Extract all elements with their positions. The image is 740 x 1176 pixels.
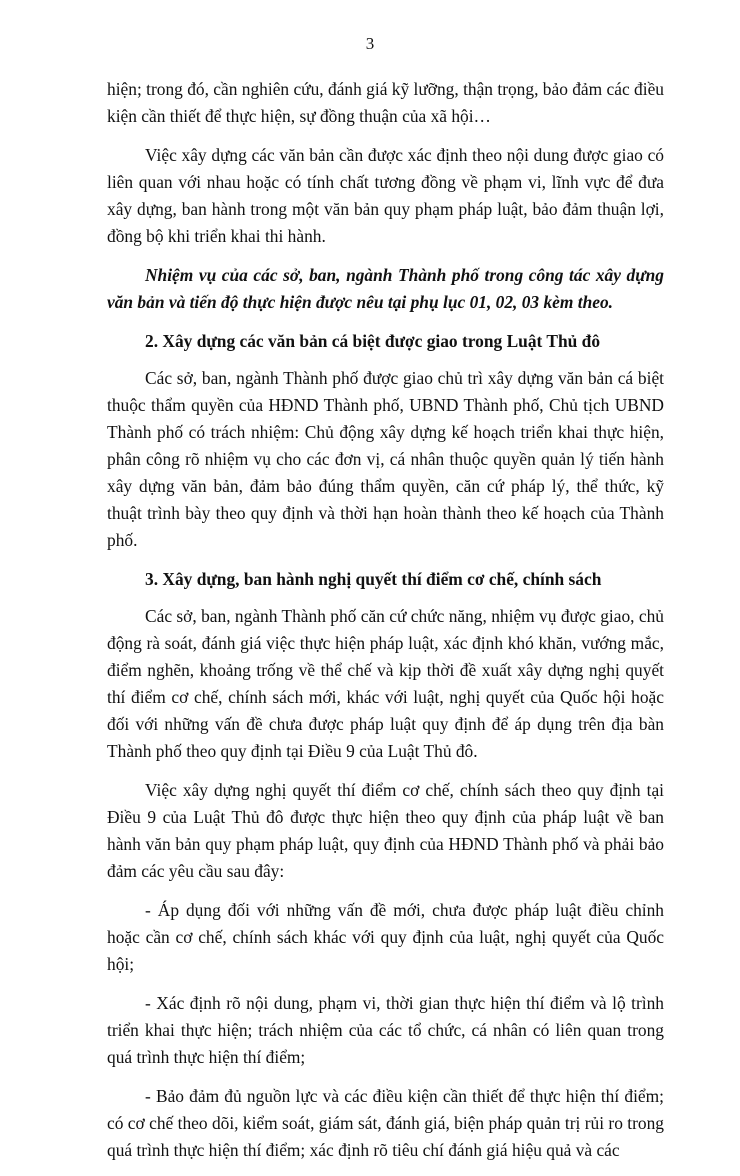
paragraph: Việc xây dựng nghị quyết thí điểm cơ chế, chính sách theo quy định tại Điều 9 của Luật Thủ đô được thực hiện theo quy định của pháp luật về ban hành văn bản quy phạm pháp luật, quy định của HĐND Thành phố và phải bảo đảm các yêu cầu sau đây:: [107, 780, 664, 881]
document-body: [107, 76, 664, 1176]
emphasis-paragraph: Nhiệm vụ của các sở, ban, ngành Thành phố trong công tác xây dựng văn bản và tiến độ thực hiện được nêu tại phụ lục 01, 02, 03 kèm theo.: [107, 265, 664, 312]
list-item: - Xác định rõ nội dung, phạm vi, thời gian thực hiện thí điểm và lộ trình triển khai thực hiện; trách nhiệm của các tổ chức, cá nhân có liên quan trong quá trình thực hiện thí điểm;: [107, 993, 664, 1067]
paragraph: Các sở, ban, ngành Thành phố căn cứ chức năng, nhiệm vụ được giao, chủ động rà soát, đánh giá việc thực hiện pháp luật, xác định khó khăn, vướng mắc, điểm nghẽn, khoảng trống về thể chế và kịp thời đề xuất xây dựng nghị quyết thí điểm cơ chế, chính sách mới, khác với luật, nghị quyết của Quốc hội hoặc đối với những vấn đề chưa được pháp luật quy định để áp dụng trên địa bàn Thành phố theo quy định tại Điều 9 của Luật Thủ đô.: [107, 606, 664, 761]
section-heading-2: 2. Xây dựng các văn bản cá biệt được giao trong Luật Thủ đô: [145, 331, 601, 351]
page-number: 3: [365, 34, 375, 53]
list-item: - Áp dụng đối với những vấn đề mới, chưa được pháp luật điều chỉnh hoặc cần cơ chế, chính sách khác với quy định của luật, nghị quyết của Quốc hội;: [107, 900, 664, 974]
section-heading-3: 3. Xây dựng, ban hành nghị quyết thí điểm cơ chế, chính sách: [145, 569, 602, 589]
list-item: - Bảo đảm đủ nguồn lực và các điều kiện cần thiết để thực hiện thí điểm; có cơ chế theo dõi, kiểm soát, giám sát, đánh giá, biện pháp quản trị rủi ro trong quá trình thực hiện thí điểm; xác định rõ tiêu chí đánh giá hiệu quả và các: [107, 1086, 664, 1160]
paragraph-continued: hiện; trong đó, cần nghiên cứu, đánh giá kỹ lưỡng, thận trọng, bảo đảm các điều kiện cần thiết để thực hiện, sự đồng thuận của xã hội…: [107, 79, 664, 126]
paragraph: Việc xây dựng các văn bản cần được xác định theo nội dung được giao có liên quan với nhau hoặc có tính chất tương đồng về phạm vi, lĩnh vực để đưa xây dựng, ban hành trong một văn bản quy phạm pháp luật, bảo đảm thuận lợi, đồng bộ khi triển khai thi hành.: [107, 145, 664, 246]
paragraph: Các sở, ban, ngành Thành phố được giao chủ trì xây dựng văn bản cá biệt thuộc thẩm quyền của HĐND Thành phố, UBND Thành phố, Chủ tịch UBND Thành phố có trách nhiệm: Chủ động xây dựng kế hoạch triển khai thực hiện, phân công rõ nhiệm vụ cho các đơn vị, cá nhân thuộc quyền quản lý tiến hành xây dựng văn bản, đảm bảo đúng thẩm quyền, căn cứ pháp lý, thể thức, kỹ thuật trình bày theo quy định và thời hạn hoàn thành theo kế hoạch của Thành phố.: [107, 368, 664, 550]
